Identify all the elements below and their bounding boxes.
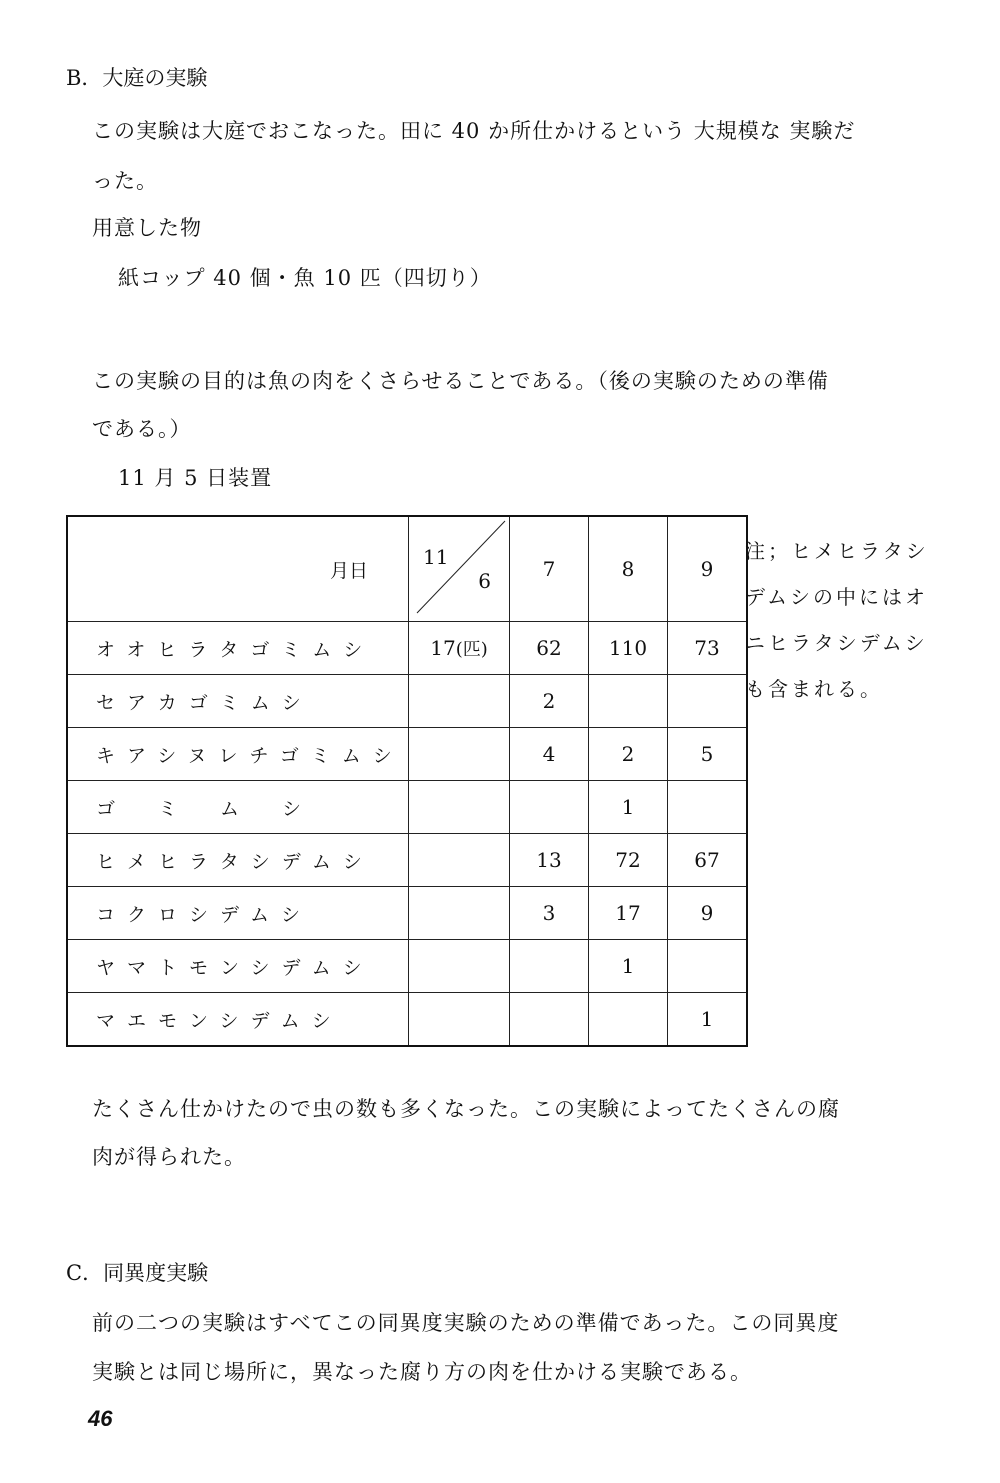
section-c-heading: C．同異度実験 — [66, 1261, 209, 1285]
count-d8: 1 — [589, 781, 668, 834]
section-c-line2: 実験とは同じ場所に，異なった腐り方の肉を仕かける実験である。 — [92, 1360, 752, 1384]
count-d6 — [409, 781, 510, 834]
count-d9: 5 — [668, 728, 748, 781]
note-line: デムシの中にはオ — [745, 585, 928, 609]
purpose-line2: である。） — [92, 417, 192, 441]
insect-count-table — [66, 515, 748, 1047]
count-d7 — [510, 993, 589, 1047]
count-d8 — [589, 993, 668, 1047]
count-d8: 2 — [589, 728, 668, 781]
count-d6 — [409, 675, 510, 728]
header-month: 11 — [423, 545, 449, 569]
header-diagonal-cell — [409, 516, 510, 622]
section-c-line1: 前の二つの実験はすべてこの同異度実験のための準備であった。この同異度 — [92, 1311, 840, 1335]
count-d9 — [668, 675, 748, 728]
count-d6 — [409, 887, 510, 940]
count-value: 17 — [430, 636, 456, 660]
count-d6 — [409, 940, 510, 993]
section-b-para1-line1: この実験は大庭でおこなった。田に 40 か所仕かけるという 大規模な 実験だ — [92, 119, 856, 143]
count-d8: 1 — [589, 940, 668, 993]
page-number: 46 — [88, 1406, 113, 1431]
table-row — [67, 887, 747, 940]
table-row — [67, 940, 747, 993]
header-date-text: 月日 — [329, 559, 368, 582]
count-d9 — [668, 940, 748, 993]
header-day-first: 6 — [478, 569, 491, 593]
count-d7: 2 — [510, 675, 589, 728]
count-unit: (匹) — [455, 639, 488, 660]
count-d7: 13 — [510, 834, 589, 887]
header-day-9: 9 — [668, 516, 748, 622]
table-row — [67, 993, 747, 1047]
count-d7 — [510, 940, 589, 993]
header-day-8: 8 — [589, 516, 668, 622]
species-name: セアカゴミムシ — [67, 675, 409, 728]
species-name: キアシヌレチゴミムシ — [67, 728, 409, 781]
prepared-items: 紙コップ 40 個・魚 10 匹（四切り） — [118, 266, 492, 290]
species-name: コクロシデムシ — [67, 887, 409, 940]
count-d8: 17 — [589, 887, 668, 940]
species-name: ヤマトモンシデムシ — [67, 940, 409, 993]
count-d9: 1 — [668, 993, 748, 1047]
table-row — [67, 728, 747, 781]
table-header-row — [67, 516, 747, 622]
header-date-label — [67, 516, 409, 622]
prepared-label: 用意した物 — [92, 216, 202, 240]
count-d7: 4 — [510, 728, 589, 781]
count-d8: 110 — [589, 622, 668, 675]
species-name: ヒメヒラタシデムシ — [67, 834, 409, 887]
count-d9: 73 — [668, 622, 748, 675]
count-d8 — [589, 675, 668, 728]
note-line: ニヒラタシデムシ — [745, 631, 928, 655]
result-line1: たくさん仕かけたので虫の数も多くなった。この実験によってたくさんの腐 — [92, 1097, 840, 1121]
count-d9 — [668, 781, 748, 834]
section-b-heading: B．大庭の実験 — [66, 66, 208, 90]
count-d7: 3 — [510, 887, 589, 940]
species-name: マエモンシデムシ — [67, 993, 409, 1047]
count-d7 — [510, 781, 589, 834]
note-line: 注；ヒメヒラタシ — [745, 539, 929, 563]
setup-date: 11 月 5 日装置 — [118, 466, 273, 490]
count-d6 — [409, 728, 510, 781]
species-name: ゴ ミ ム シ — [67, 781, 409, 834]
section-b-para1-line2: った。 — [92, 169, 158, 193]
diagonal-line — [409, 517, 509, 621]
count-d6 — [409, 834, 510, 887]
purpose-line1: この実験の目的は魚の肉をくさらせることである。（後の実験のための準備 — [92, 369, 829, 393]
count-d6 — [409, 993, 510, 1047]
count-d9: 67 — [668, 834, 748, 887]
count-d6 — [409, 622, 510, 675]
species-name: オオヒラタゴミムシ — [67, 622, 409, 675]
count-d8: 72 — [589, 834, 668, 887]
table-row — [67, 622, 747, 675]
table-note — [745, 528, 929, 712]
table-row — [67, 834, 747, 887]
header-day-7: 7 — [510, 516, 589, 622]
result-line2: 肉が得られた。 — [92, 1145, 246, 1169]
count-d7: 62 — [510, 622, 589, 675]
note-line: も含まれる。 — [745, 677, 883, 701]
count-d9: 9 — [668, 887, 748, 940]
table-row — [67, 675, 747, 728]
table-row — [67, 781, 747, 834]
